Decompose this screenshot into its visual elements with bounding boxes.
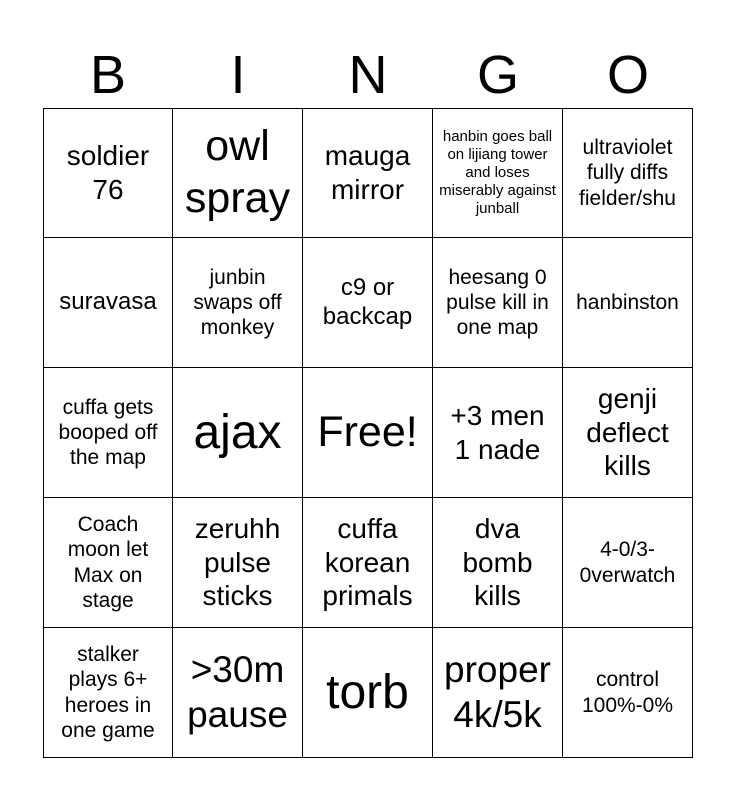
cell-text: proper 4k/5k (444, 649, 551, 735)
bingo-cell[interactable] (433, 628, 563, 758)
header-letter-g: G (476, 45, 519, 105)
bingo-cell[interactable] (433, 238, 563, 368)
bingo-cell[interactable] (563, 368, 693, 498)
cell-text: heesang 0 pulse kill in one map (446, 265, 549, 340)
bingo-board (43, 108, 693, 758)
bingo-cell[interactable] (43, 368, 173, 498)
free-space-cell[interactable] (303, 368, 433, 498)
cell-text: cuffa gets booped off the map (58, 395, 158, 470)
header-letter-b: B (89, 45, 127, 105)
bingo-cell[interactable] (173, 498, 303, 628)
bingo-header (43, 45, 693, 105)
bingo-cell[interactable] (563, 498, 693, 628)
cell-text: +3 men 1 nade (450, 399, 545, 465)
bingo-cell[interactable] (173, 368, 303, 498)
header-letter-i: I (230, 45, 246, 105)
bingo-cell[interactable] (303, 498, 433, 628)
cell-text: cuffa korean primals (322, 513, 413, 612)
bingo-cell[interactable] (43, 498, 173, 628)
cell-text: Coach moon let Max on stage (67, 513, 149, 612)
bingo-cell[interactable] (173, 108, 303, 238)
cell-text: control 100%-0% (581, 668, 674, 717)
cell-text: stalker plays 6+ heroes in one game (61, 643, 155, 742)
cell-text: hanbin goes ball on lijiang tower and loses miserably against junball (439, 128, 556, 217)
cell-text: suravasa (59, 288, 157, 316)
cell-text: mauga mirror (324, 140, 411, 205)
bingo-cell[interactable] (173, 628, 303, 758)
bingo-cell[interactable] (563, 628, 693, 758)
bingo-cell[interactable] (303, 628, 433, 758)
bingo-cell[interactable] (43, 628, 173, 758)
cell-text: Free! (317, 407, 418, 456)
header-letter-o: O (606, 45, 649, 105)
bingo-cell[interactable] (43, 108, 173, 238)
cell-text: soldier 76 (66, 140, 150, 205)
bingo-cell[interactable] (303, 108, 433, 238)
bingo-cell[interactable] (303, 238, 433, 368)
bingo-cell[interactable] (173, 238, 303, 368)
bingo-cell[interactable] (433, 108, 563, 238)
bingo-cell[interactable] (433, 498, 563, 628)
cell-text: genji deflect kills (586, 383, 669, 482)
cell-text: owl spray (184, 122, 291, 222)
bingo-cell[interactable] (563, 108, 693, 238)
cell-text: c9 or backcap (322, 273, 413, 330)
bingo-cell[interactable] (43, 238, 173, 368)
cell-text: ultraviolet fully diffs fielder/shu (579, 136, 676, 210)
cell-text: dva bomb kills (462, 513, 533, 612)
cell-text: ajax (193, 405, 282, 459)
cell-text: hanbinston (576, 290, 679, 314)
bingo-cell[interactable] (563, 238, 693, 368)
cell-text: torb (326, 665, 409, 719)
cell-text: 4-0/3-0verwatch (579, 538, 676, 587)
cell-text: >30m pause (187, 649, 288, 735)
header-letter-n: N (348, 45, 388, 105)
cell-text: junbin swaps off monkey (193, 265, 282, 340)
cell-text: zeruhh pulse sticks (194, 513, 281, 612)
bingo-cell[interactable] (433, 368, 563, 498)
